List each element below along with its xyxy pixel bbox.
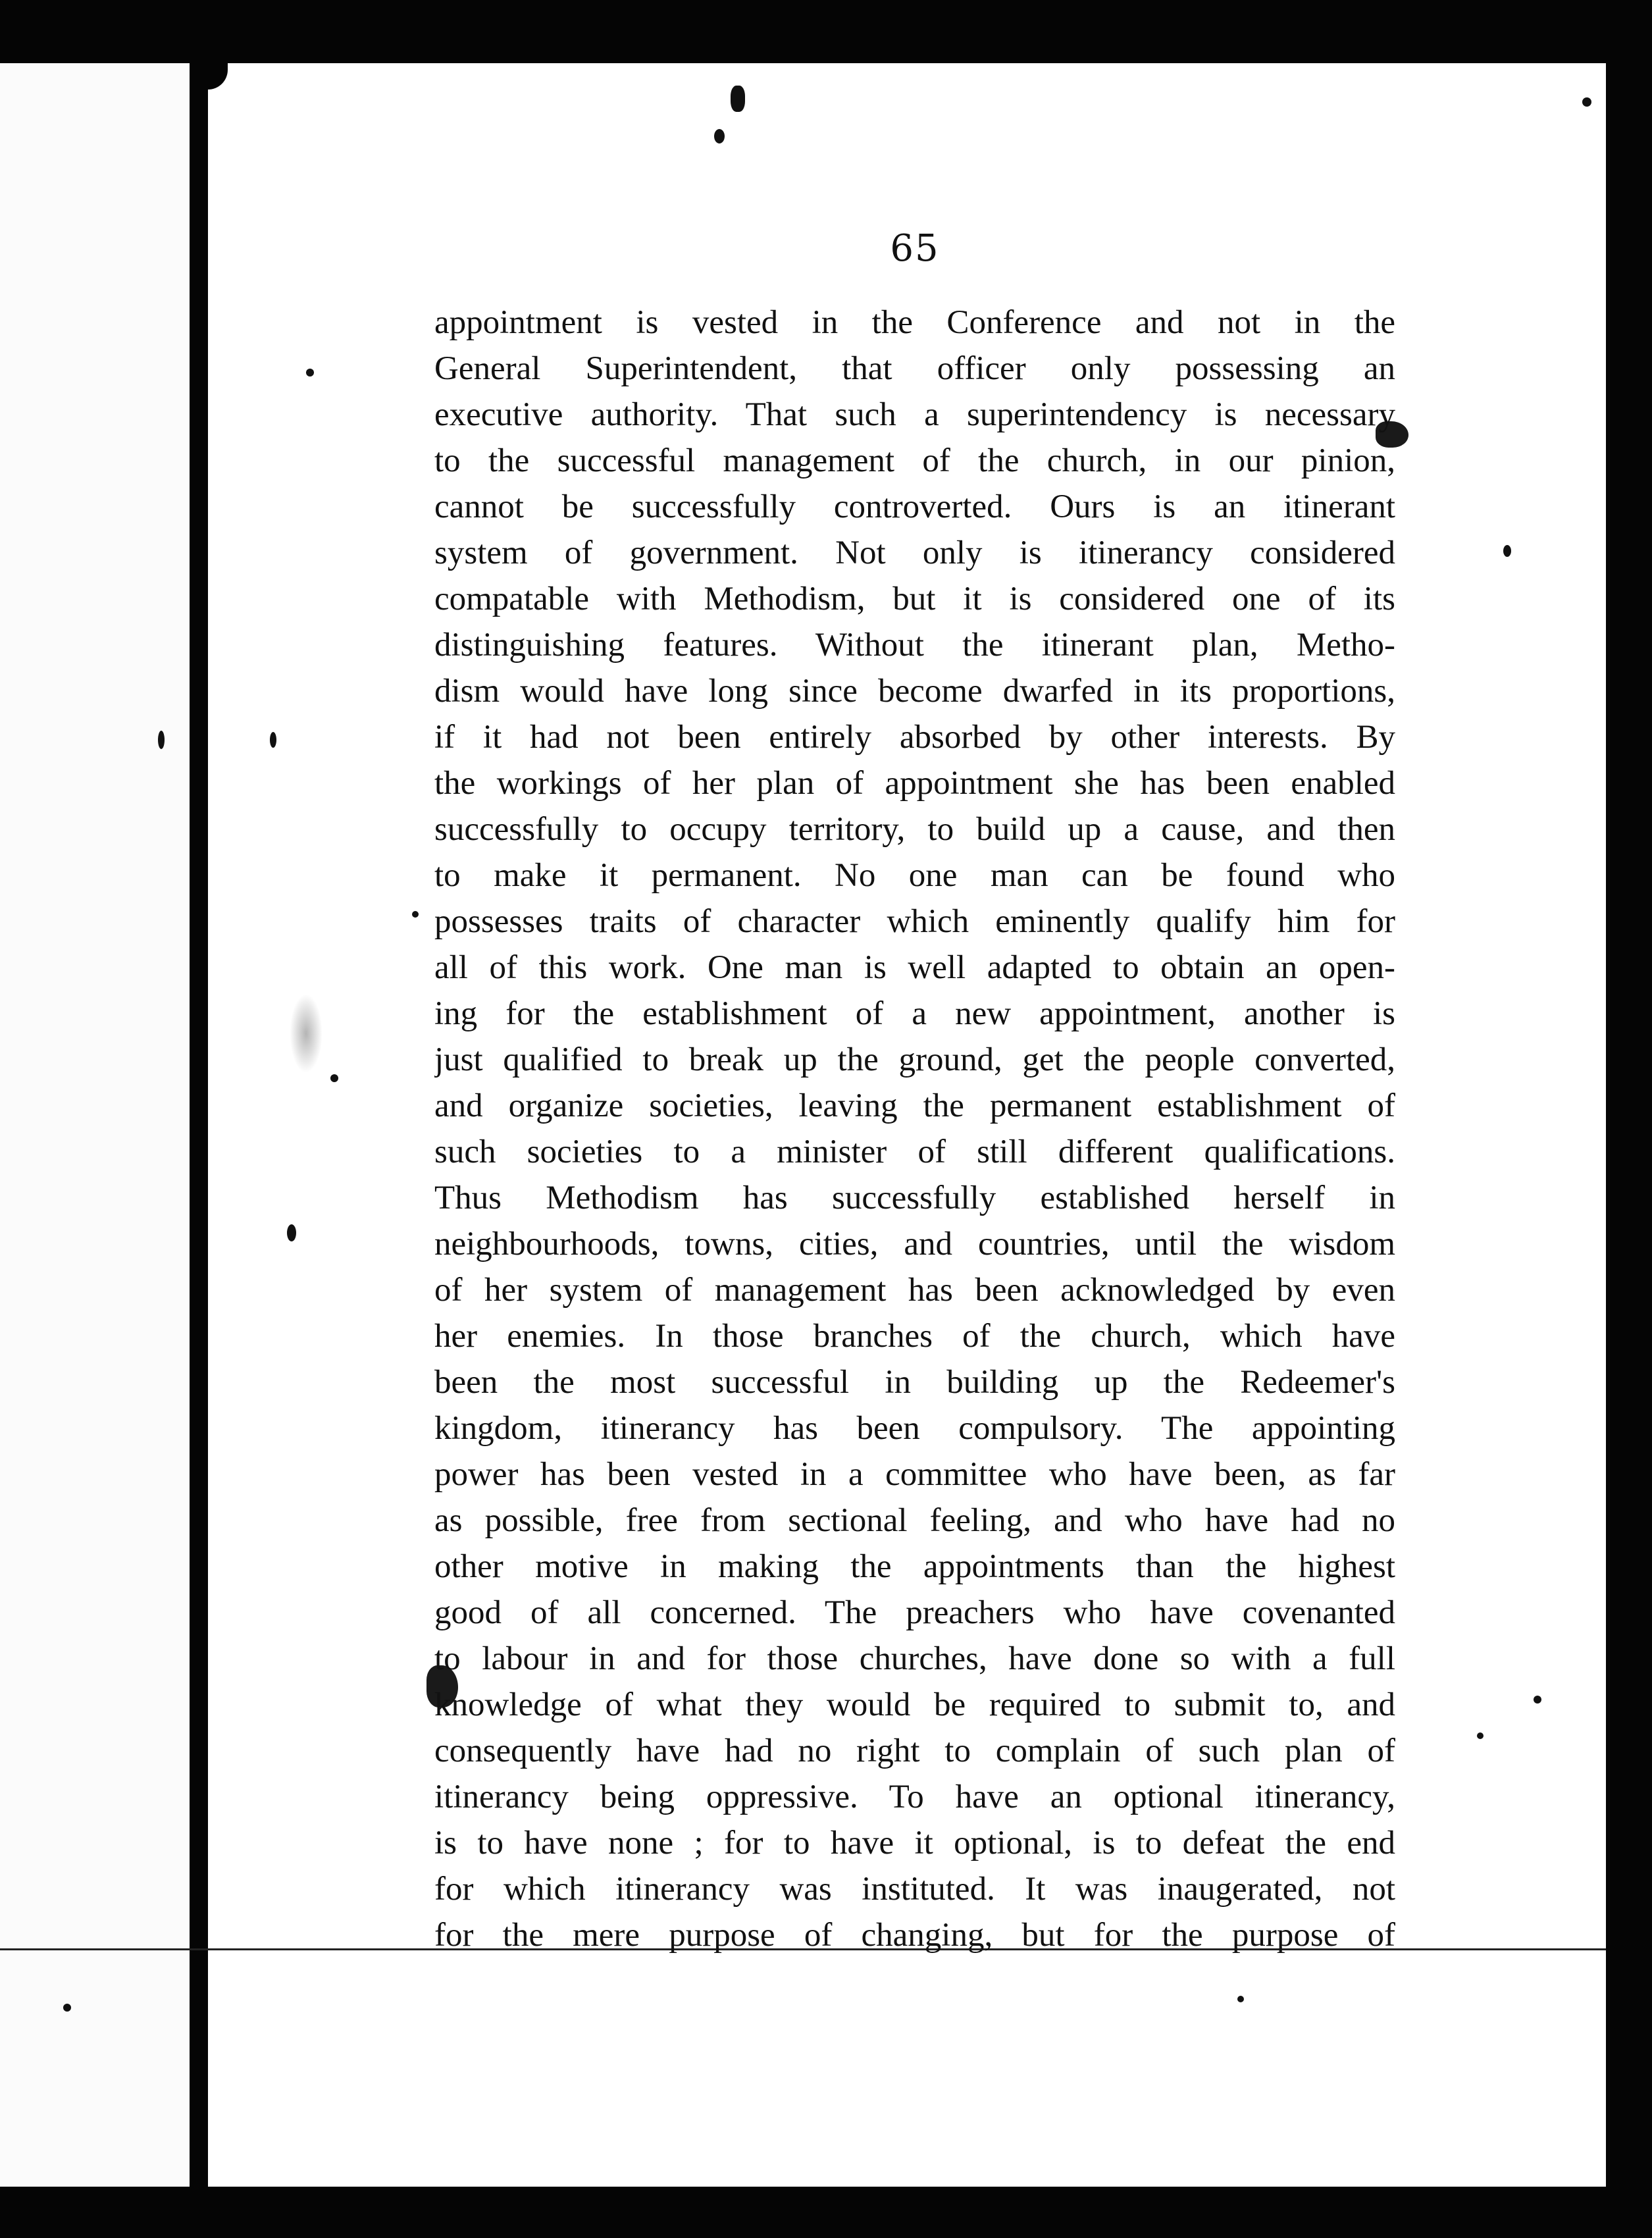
text-line: for the mere purpose of changing, but for the purpose of <box>434 1917 1395 1954</box>
scan-speck <box>731 86 745 112</box>
text-line: other motive in making the appointments than the highest <box>434 1548 1395 1585</box>
text-line: possesses traits of character which eminently qualify him for <box>434 903 1395 940</box>
text-line: such societies to a minister of still different qualifications. <box>434 1133 1395 1170</box>
scan-speck <box>158 731 165 749</box>
text-line: and organize societies, leaving the permanent establishment of <box>434 1087 1395 1124</box>
scan-speck <box>1582 97 1591 107</box>
scan-speck <box>1503 545 1511 557</box>
text-line: her enemies. In those branches of the church, which have <box>434 1318 1395 1355</box>
scan-smudge <box>290 994 323 1073</box>
facing-page-edge <box>0 63 190 2187</box>
page-corner-shadow <box>208 63 228 90</box>
scan-border-top <box>0 0 1652 63</box>
text-line: is to have none ; for to have it optional, is to defeat the end <box>434 1825 1395 1861</box>
scan-speck <box>1477 1732 1484 1739</box>
text-line: executive authority. That such a superintendency is necessary <box>434 396 1395 433</box>
scan-speck <box>412 911 419 918</box>
scan-speck <box>714 129 725 143</box>
text-line: cannot be successfully controverted. Ours is an itinerant <box>434 488 1395 525</box>
text-line: power has been vested in a committee who have been, as far <box>434 1456 1395 1493</box>
text-line: successfully to occupy territory, to build up a cause, and then <box>434 811 1395 848</box>
text-line: if it had not been entirely absorbed by other interests. By <box>434 719 1395 756</box>
body-text <box>434 299 1395 1958</box>
text-line: distinguishing features. Without the itinerant plan, Metho- <box>434 627 1395 664</box>
text-line: the workings of her plan of appointment she has been enabled <box>434 765 1395 802</box>
text-line: consequently have had no right to complain of such plan of <box>434 1732 1395 1769</box>
scan-border-right <box>1606 0 1652 2238</box>
text-line: to the successful management of the church, in our pinion, <box>434 442 1395 479</box>
scan-speck <box>306 369 314 377</box>
text-line: for which itinerancy was instituted. It was inaugerated, not <box>434 1871 1395 1908</box>
scan-speck <box>270 732 276 748</box>
text-line: all of this work. One man is well adapted to obtain an open- <box>434 949 1395 986</box>
text-line: General Superintendent, that officer only possessing an <box>434 350 1395 387</box>
scan-border-bottom <box>0 2187 1652 2238</box>
text-line: neighbourhoods, towns, cities, and countries, until the wisdom <box>434 1226 1395 1262</box>
text-line: to make it permanent. No one man can be found who <box>434 857 1395 894</box>
page-number: 65 <box>890 227 940 270</box>
scan-speck <box>330 1074 338 1082</box>
text-line: kingdom, itinerancy has been compulsory. The appointing <box>434 1410 1395 1447</box>
text-line: as possible, free from sectional feeling, and who have had no <box>434 1502 1395 1539</box>
scan-speck <box>1534 1696 1541 1704</box>
scan-speck <box>63 2004 71 2012</box>
text-line: to labour in and for those churches, have done so with a full <box>434 1640 1395 1677</box>
text-line: been the most successful in building up the Redeemer's <box>434 1364 1395 1401</box>
text-line: appointment is vested in the Conference and not in the <box>434 304 1395 341</box>
scan-speck <box>287 1224 296 1241</box>
text-line: system of government. Not only is itinerancy considered <box>434 534 1395 571</box>
text-line: just qualified to break up the ground, get the people converted, <box>434 1041 1395 1078</box>
text-line: good of all concerned. The preachers who have covenanted <box>434 1594 1395 1631</box>
text-line: dism would have long since become dwarfed in its proportions, <box>434 673 1395 710</box>
text-line: Thus Methodism has successfully established herself in <box>434 1180 1395 1216</box>
text-line: ing for the establishment of a new appointment, another is <box>434 995 1395 1032</box>
text-line: compatable with Methodism, but it is considered one of its <box>434 581 1395 617</box>
scan-speck <box>1237 1996 1244 2002</box>
text-line: itinerancy being oppressive. To have an optional itinerancy, <box>434 1779 1395 1815</box>
binding-gutter <box>190 63 208 2187</box>
text-line: of her system of management has been acknowledged by even <box>434 1272 1395 1309</box>
text-line: knowledge of what they would be required to submit to, and <box>434 1686 1395 1723</box>
